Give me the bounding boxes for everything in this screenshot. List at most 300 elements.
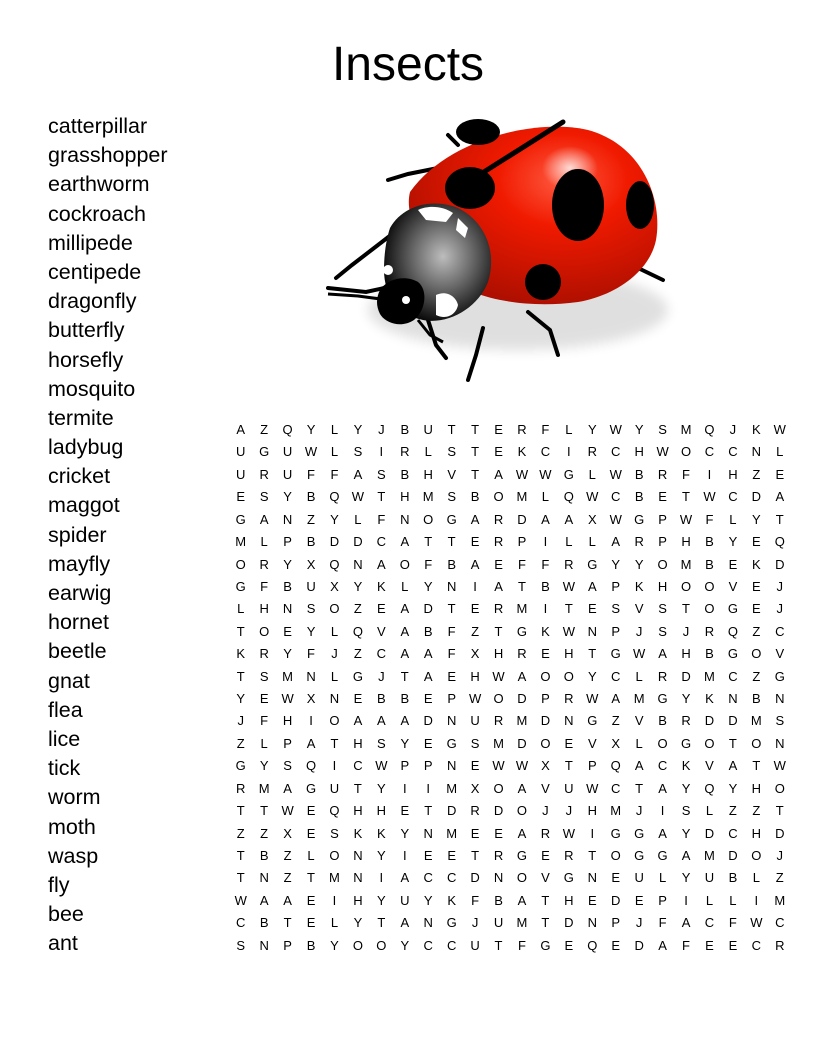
grid-letter[interactable]: D [329, 534, 340, 550]
grid-letter[interactable]: J [635, 915, 643, 931]
grid-letter[interactable]: U [329, 780, 340, 796]
grid-letter[interactable]: A [634, 758, 644, 774]
grid-letter[interactable]: H [376, 803, 387, 819]
grid-letter[interactable]: D [353, 534, 363, 550]
grid-letter[interactable]: O [329, 713, 340, 729]
grid-letter[interactable]: U [282, 466, 293, 482]
grid-letter[interactable]: M [282, 668, 294, 684]
grid-letter[interactable]: O [704, 578, 715, 594]
grid-letter[interactable]: X [470, 780, 480, 796]
grid-letter[interactable]: G [259, 444, 270, 460]
grid-letter[interactable]: O [259, 623, 270, 639]
grid-letter[interactable]: A [611, 534, 621, 550]
grid-letter[interactable]: G [563, 870, 574, 886]
grid-letter[interactable]: D [775, 556, 785, 572]
grid-letter[interactable]: W [492, 668, 505, 684]
grid-letter[interactable]: L [260, 534, 268, 550]
grid-letter[interactable]: E [423, 848, 433, 864]
grid-letter[interactable]: T [494, 937, 503, 953]
grid-letter[interactable]: O [610, 848, 621, 864]
grid-letter[interactable]: A [377, 713, 386, 729]
grid-letter[interactable]: L [330, 444, 339, 460]
grid-letter[interactable]: E [564, 735, 574, 751]
grid-letter[interactable]: J [729, 422, 737, 437]
grid-letter[interactable]: Y [752, 511, 761, 527]
grid-letter[interactable]: C [775, 915, 785, 931]
grid-letter[interactable]: R [587, 444, 597, 460]
grid-letter[interactable]: R [517, 646, 527, 662]
grid-letter[interactable]: W [773, 758, 786, 774]
grid-letter[interactable]: E [470, 534, 480, 550]
grid-letter[interactable]: T [635, 780, 644, 796]
grid-letter[interactable]: D [493, 803, 504, 819]
grid-letter[interactable]: Y [587, 668, 597, 684]
grid-letter[interactable]: D [470, 870, 480, 886]
grid-letter[interactable]: M [704, 668, 715, 684]
grid-letter[interactable]: T [564, 601, 573, 617]
grid-letter[interactable]: R [517, 422, 527, 437]
grid-letter[interactable]: N [728, 691, 738, 707]
grid-letter[interactable]: W [351, 489, 365, 505]
grid-letter[interactable]: M [516, 915, 528, 931]
grid-letter[interactable]: T [517, 578, 526, 594]
grid-letter[interactable]: G [540, 937, 551, 953]
grid-letter[interactable]: G [634, 825, 645, 841]
grid-letter[interactable]: R [657, 466, 668, 482]
grid-letter[interactable]: F [517, 937, 526, 953]
grid-letter[interactable]: V [377, 623, 386, 639]
grid-letter[interactable]: J [776, 578, 784, 594]
grid-letter[interactable]: Y [587, 422, 597, 437]
grid-letter[interactable]: Q [329, 556, 340, 572]
grid-letter[interactable]: G [657, 691, 668, 707]
grid-letter[interactable]: E [470, 758, 480, 774]
grid-letter[interactable]: G [657, 848, 668, 864]
grid-letter[interactable]: G [634, 511, 645, 527]
grid-letter[interactable]: H [493, 646, 504, 662]
grid-letter[interactable]: H [353, 803, 363, 819]
grid-letter[interactable]: V [587, 735, 597, 751]
grid-letter[interactable]: V [634, 713, 644, 729]
grid-letter[interactable]: G [235, 758, 246, 774]
grid-letter[interactable]: T [471, 848, 480, 864]
grid-letter[interactable]: W [304, 444, 318, 460]
grid-letter[interactable]: R [493, 713, 504, 729]
grid-letter[interactable]: L [588, 534, 596, 550]
grid-letter[interactable]: Q [774, 534, 785, 550]
grid-letter[interactable]: T [424, 534, 433, 550]
grid-letter[interactable]: M [774, 892, 786, 908]
grid-letter[interactable]: K [541, 623, 550, 639]
grid-letter[interactable]: N [400, 511, 410, 527]
grid-letter[interactable]: Z [752, 623, 761, 639]
grid-letter[interactable]: H [751, 780, 762, 796]
grid-letter[interactable]: P [447, 691, 456, 707]
grid-letter[interactable]: E [306, 892, 316, 908]
grid-letter[interactable]: J [331, 646, 338, 662]
grid-letter[interactable]: F [705, 511, 714, 527]
grid-letter[interactable]: E [587, 601, 597, 617]
grid-letter[interactable]: L [776, 444, 784, 460]
grid-letter[interactable]: E [564, 937, 574, 953]
grid-letter[interactable]: W [234, 892, 247, 908]
grid-letter[interactable]: M [704, 848, 715, 864]
grid-letter[interactable]: U [236, 444, 246, 460]
grid-letter[interactable]: C [353, 758, 363, 774]
grid-letter[interactable]: M [633, 691, 645, 707]
grid-letter[interactable]: U [493, 915, 504, 931]
grid-letter[interactable]: A [494, 466, 503, 482]
grid-letter[interactable]: C [611, 444, 621, 460]
grid-letter[interactable]: R [259, 556, 269, 572]
grid-letter[interactable]: U [704, 870, 715, 886]
grid-letter[interactable]: X [541, 758, 550, 774]
grid-letter[interactable]: H [751, 825, 762, 841]
grid-letter[interactable]: Z [283, 870, 292, 886]
grid-letter[interactable]: F [307, 466, 315, 482]
grid-letter[interactable]: A [306, 735, 316, 751]
grid-letter[interactable]: T [236, 668, 245, 684]
grid-letter[interactable]: W [375, 758, 388, 774]
grid-letter[interactable]: J [237, 713, 244, 729]
grid-letter[interactable]: G [774, 668, 785, 684]
grid-letter[interactable]: T [307, 870, 315, 886]
grid-letter[interactable]: L [330, 422, 339, 437]
grid-letter[interactable]: B [705, 534, 714, 550]
grid-letter[interactable]: A [353, 466, 363, 482]
grid-letter[interactable]: T [260, 803, 269, 819]
grid-letter[interactable]: D [446, 803, 457, 819]
grid-letter[interactable]: S [377, 466, 386, 482]
grid-letter[interactable]: M [493, 735, 504, 751]
grid-letter[interactable]: E [236, 489, 246, 505]
grid-letter[interactable]: L [705, 803, 714, 819]
grid-letter[interactable]: N [306, 668, 316, 684]
grid-letter[interactable]: L [260, 735, 268, 751]
grid-letter[interactable]: X [306, 691, 316, 707]
grid-letter[interactable]: W [679, 511, 693, 527]
grid-letter[interactable]: T [424, 803, 433, 819]
grid-letter[interactable]: O [704, 601, 715, 617]
grid-letter[interactable]: Z [611, 713, 620, 729]
grid-letter[interactable]: N [259, 937, 269, 953]
grid-letter[interactable]: Q [727, 623, 738, 639]
grid-letter[interactable]: D [751, 489, 762, 505]
grid-letter[interactable]: E [377, 601, 386, 617]
grid-letter[interactable]: A [541, 511, 550, 527]
grid-letter[interactable]: Y [236, 691, 246, 707]
grid-letter[interactable]: I [754, 892, 759, 908]
grid-letter[interactable]: A [400, 601, 410, 617]
grid-letter[interactable]: Z [260, 422, 269, 437]
grid-letter[interactable]: F [471, 892, 480, 908]
grid-letter[interactable]: N [329, 691, 340, 707]
grid-letter[interactable]: G [235, 511, 246, 527]
grid-letter[interactable]: T [775, 511, 784, 527]
grid-letter[interactable]: T [494, 623, 503, 639]
grid-letter[interactable]: B [400, 691, 410, 707]
grid-letter[interactable]: C [704, 915, 715, 931]
grid-letter[interactable]: G [610, 646, 621, 662]
grid-letter[interactable]: M [610, 803, 622, 819]
grid-letter[interactable]: T [752, 758, 761, 774]
grid-letter[interactable]: A [681, 915, 691, 931]
grid-letter[interactable]: E [752, 601, 761, 617]
grid-letter[interactable]: E [494, 825, 503, 841]
grid-letter[interactable]: A [400, 915, 410, 931]
grid-letter[interactable]: M [446, 780, 458, 796]
grid-letter[interactable]: B [377, 691, 386, 707]
grid-letter[interactable]: W [562, 825, 575, 841]
grid-letter[interactable]: B [400, 466, 410, 482]
grid-letter[interactable]: Y [611, 556, 621, 572]
grid-letter[interactable]: B [705, 556, 714, 572]
grid-letter[interactable]: E [447, 848, 456, 864]
grid-letter[interactable]: O [704, 735, 715, 751]
grid-letter[interactable]: S [283, 758, 292, 774]
grid-letter[interactable]: Y [377, 892, 386, 908]
grid-letter[interactable]: Y [400, 825, 410, 841]
grid-letter[interactable]: A [353, 713, 363, 729]
grid-letter[interactable]: P [283, 735, 292, 751]
grid-letter[interactable]: O [352, 937, 363, 953]
grid-letter[interactable]: M [258, 780, 270, 796]
grid-letter[interactable]: E [306, 825, 316, 841]
grid-letter[interactable]: B [400, 422, 410, 437]
grid-letter[interactable]: J [635, 803, 643, 819]
grid-letter[interactable]: L [330, 668, 339, 684]
grid-letter[interactable]: H [564, 892, 574, 908]
grid-letter[interactable]: I [379, 870, 384, 886]
grid-letter[interactable]: L [565, 422, 573, 437]
grid-letter[interactable]: C [423, 937, 433, 953]
grid-letter[interactable]: E [353, 691, 363, 707]
grid-letter[interactable]: I [543, 534, 548, 550]
grid-letter[interactable]: W [609, 466, 622, 482]
grid-letter[interactable]: N [423, 825, 433, 841]
grid-letter[interactable]: D [634, 937, 644, 953]
grid-letter[interactable]: T [377, 915, 386, 931]
grid-letter[interactable]: T [775, 803, 784, 819]
grid-letter[interactable]: I [590, 825, 595, 841]
grid-letter[interactable]: B [306, 534, 316, 550]
grid-letter[interactable]: D [517, 735, 527, 751]
grid-letter[interactable]: N [775, 691, 785, 707]
grid-letter[interactable]: B [470, 489, 480, 505]
grid-letter[interactable]: T [283, 915, 292, 931]
grid-letter[interactable]: D [704, 825, 715, 841]
grid-letter[interactable]: H [423, 466, 433, 482]
grid-letter[interactable]: N [587, 623, 597, 639]
grid-letter[interactable]: S [775, 713, 785, 729]
grid-letter[interactable]: Y [681, 825, 691, 841]
grid-letter[interactable]: E [494, 444, 503, 460]
grid-letter[interactable]: J [682, 623, 690, 639]
grid-letter[interactable]: A [283, 892, 292, 908]
grid-letter[interactable]: Q [704, 780, 715, 796]
grid-letter[interactable]: E [611, 870, 621, 886]
grid-letter[interactable]: M [680, 422, 692, 437]
grid-letter[interactable]: J [776, 848, 784, 864]
grid-letter[interactable]: C [540, 444, 551, 460]
grid-letter[interactable]: G [516, 848, 528, 864]
grid-letter[interactable]: A [283, 780, 292, 796]
grid-letter[interactable]: U [564, 780, 574, 796]
grid-letter[interactable]: L [565, 534, 573, 550]
grid-letter[interactable]: E [259, 691, 269, 707]
grid-letter[interactable]: V [775, 646, 785, 662]
grid-letter[interactable]: I [473, 578, 477, 594]
grid-letter[interactable]: R [493, 511, 504, 527]
grid-letter[interactable]: O [399, 556, 410, 572]
grid-letter[interactable]: O [516, 870, 528, 886]
grid-letter[interactable]: P [541, 691, 550, 707]
grid-letter[interactable]: E [705, 937, 714, 953]
grid-letter[interactable]: I [567, 444, 571, 460]
grid-letter[interactable]: C [728, 668, 738, 684]
grid-letter[interactable]: T [330, 735, 339, 751]
grid-letter[interactable]: R [634, 534, 644, 550]
grid-letter[interactable]: Q [587, 937, 598, 953]
grid-letter[interactable]: Q [352, 623, 363, 639]
grid-letter[interactable]: D [564, 915, 574, 931]
grid-letter[interactable]: U [306, 578, 316, 594]
grid-letter[interactable]: U [470, 713, 480, 729]
grid-letter[interactable]: L [401, 578, 409, 594]
grid-letter[interactable]: J [542, 803, 549, 819]
grid-letter[interactable]: F [447, 623, 456, 639]
grid-letter[interactable]: Q [610, 758, 621, 774]
grid-letter[interactable]: S [330, 825, 339, 841]
grid-letter[interactable]: I [660, 803, 665, 819]
grid-letter[interactable]: H [470, 668, 480, 684]
grid-letter[interactable]: G [516, 623, 528, 639]
grid-letter[interactable]: E [541, 646, 550, 662]
grid-letter[interactable]: Y [728, 780, 738, 796]
grid-letter[interactable]: N [353, 556, 363, 572]
grid-letter[interactable]: B [752, 691, 761, 707]
grid-letter[interactable]: E [447, 668, 456, 684]
grid-letter[interactable]: F [307, 646, 315, 662]
grid-letter[interactable]: G [727, 646, 738, 662]
grid-letter[interactable]: S [259, 668, 269, 684]
grid-letter[interactable]: K [377, 825, 386, 841]
grid-letter[interactable]: O [680, 444, 692, 460]
grid-letter[interactable]: E [306, 803, 316, 819]
grid-letter[interactable]: M [329, 870, 340, 886]
grid-letter[interactable]: D [423, 713, 433, 729]
grid-letter[interactable]: Z [307, 511, 315, 527]
grid-letter[interactable]: T [728, 735, 737, 751]
grid-letter[interactable]: L [588, 466, 596, 482]
grid-letter[interactable]: A [658, 937, 667, 953]
grid-letter[interactable]: W [562, 623, 575, 639]
grid-letter[interactable]: L [307, 848, 315, 864]
grid-letter[interactable]: A [564, 511, 574, 527]
grid-letter[interactable]: R [470, 803, 480, 819]
grid-letter[interactable]: I [707, 466, 712, 482]
grid-letter[interactable]: K [634, 578, 644, 594]
grid-letter[interactable]: V [705, 758, 714, 774]
grid-letter[interactable]: O [657, 556, 668, 572]
grid-letter[interactable]: A [377, 556, 386, 572]
grid-letter[interactable]: Q [563, 489, 574, 505]
grid-letter[interactable]: Z [236, 825, 245, 841]
grid-letter[interactable]: E [400, 803, 410, 819]
grid-letter[interactable]: X [330, 578, 339, 594]
grid-letter[interactable]: P [283, 937, 292, 953]
grid-letter[interactable]: C [657, 758, 668, 774]
grid-letter[interactable]: X [587, 511, 597, 527]
grid-letter[interactable]: I [332, 758, 337, 774]
grid-letter[interactable]: F [541, 556, 550, 572]
grid-letter[interactable]: E [423, 691, 433, 707]
grid-letter[interactable]: W [586, 489, 599, 505]
grid-letter[interactable]: O [493, 691, 504, 707]
grid-letter[interactable]: Y [681, 691, 691, 707]
grid-letter[interactable]: G [587, 713, 598, 729]
grid-letter[interactable]: H [634, 444, 644, 460]
grid-letter[interactable]: L [354, 511, 362, 527]
grid-letter[interactable]: T [377, 489, 386, 505]
grid-letter[interactable]: C [611, 668, 621, 684]
grid-letter[interactable]: G [305, 780, 317, 796]
grid-letter[interactable]: T [447, 601, 456, 617]
grid-letter[interactable]: Y [306, 623, 316, 639]
grid-letter[interactable]: L [330, 623, 339, 639]
grid-letter[interactable]: C [236, 915, 246, 931]
grid-letter[interactable]: P [283, 534, 292, 550]
grid-letter[interactable]: H [259, 601, 269, 617]
grid-letter[interactable]: C [446, 870, 457, 886]
grid-letter[interactable]: B [728, 870, 738, 886]
grid-letter[interactable]: B [423, 623, 433, 639]
grid-letter[interactable]: D [611, 892, 621, 908]
grid-letter[interactable]: A [775, 489, 785, 505]
grid-letter[interactable]: U [282, 444, 293, 460]
grid-letter[interactable]: R [236, 780, 246, 796]
grid-letter[interactable]: M [422, 489, 434, 505]
grid-letter[interactable]: Y [377, 848, 386, 864]
grid-letter[interactable]: D [423, 601, 433, 617]
grid-letter[interactable]: F [260, 578, 269, 594]
grid-letter[interactable]: S [259, 489, 269, 505]
grid-letter[interactable]: E [775, 466, 785, 482]
grid-letter[interactable]: C [728, 489, 738, 505]
grid-letter[interactable]: N [564, 713, 574, 729]
grid-letter[interactable]: M [516, 489, 528, 505]
grid-letter[interactable]: P [658, 892, 667, 908]
grid-letter[interactable]: A [658, 780, 667, 796]
grid-letter[interactable]: N [446, 713, 457, 729]
grid-letter[interactable]: W [773, 422, 786, 437]
grid-letter[interactable]: P [611, 623, 621, 639]
grid-letter[interactable]: Y [400, 735, 410, 751]
grid-letter[interactable]: G [680, 735, 692, 751]
grid-letter[interactable]: Q [282, 422, 293, 437]
grid-letter[interactable]: L [635, 735, 643, 751]
grid-letter[interactable]: A [423, 646, 433, 662]
grid-letter[interactable]: G [563, 466, 574, 482]
grid-letter[interactable]: W [609, 422, 622, 437]
grid-letter[interactable]: P [611, 915, 621, 931]
grid-letter[interactable]: O [516, 803, 528, 819]
grid-letter[interactable]: R [564, 848, 574, 864]
grid-letter[interactable]: U [236, 466, 246, 482]
grid-letter[interactable]: I [379, 444, 384, 460]
grid-letter[interactable]: B [306, 937, 316, 953]
grid-letter[interactable]: E [587, 892, 597, 908]
